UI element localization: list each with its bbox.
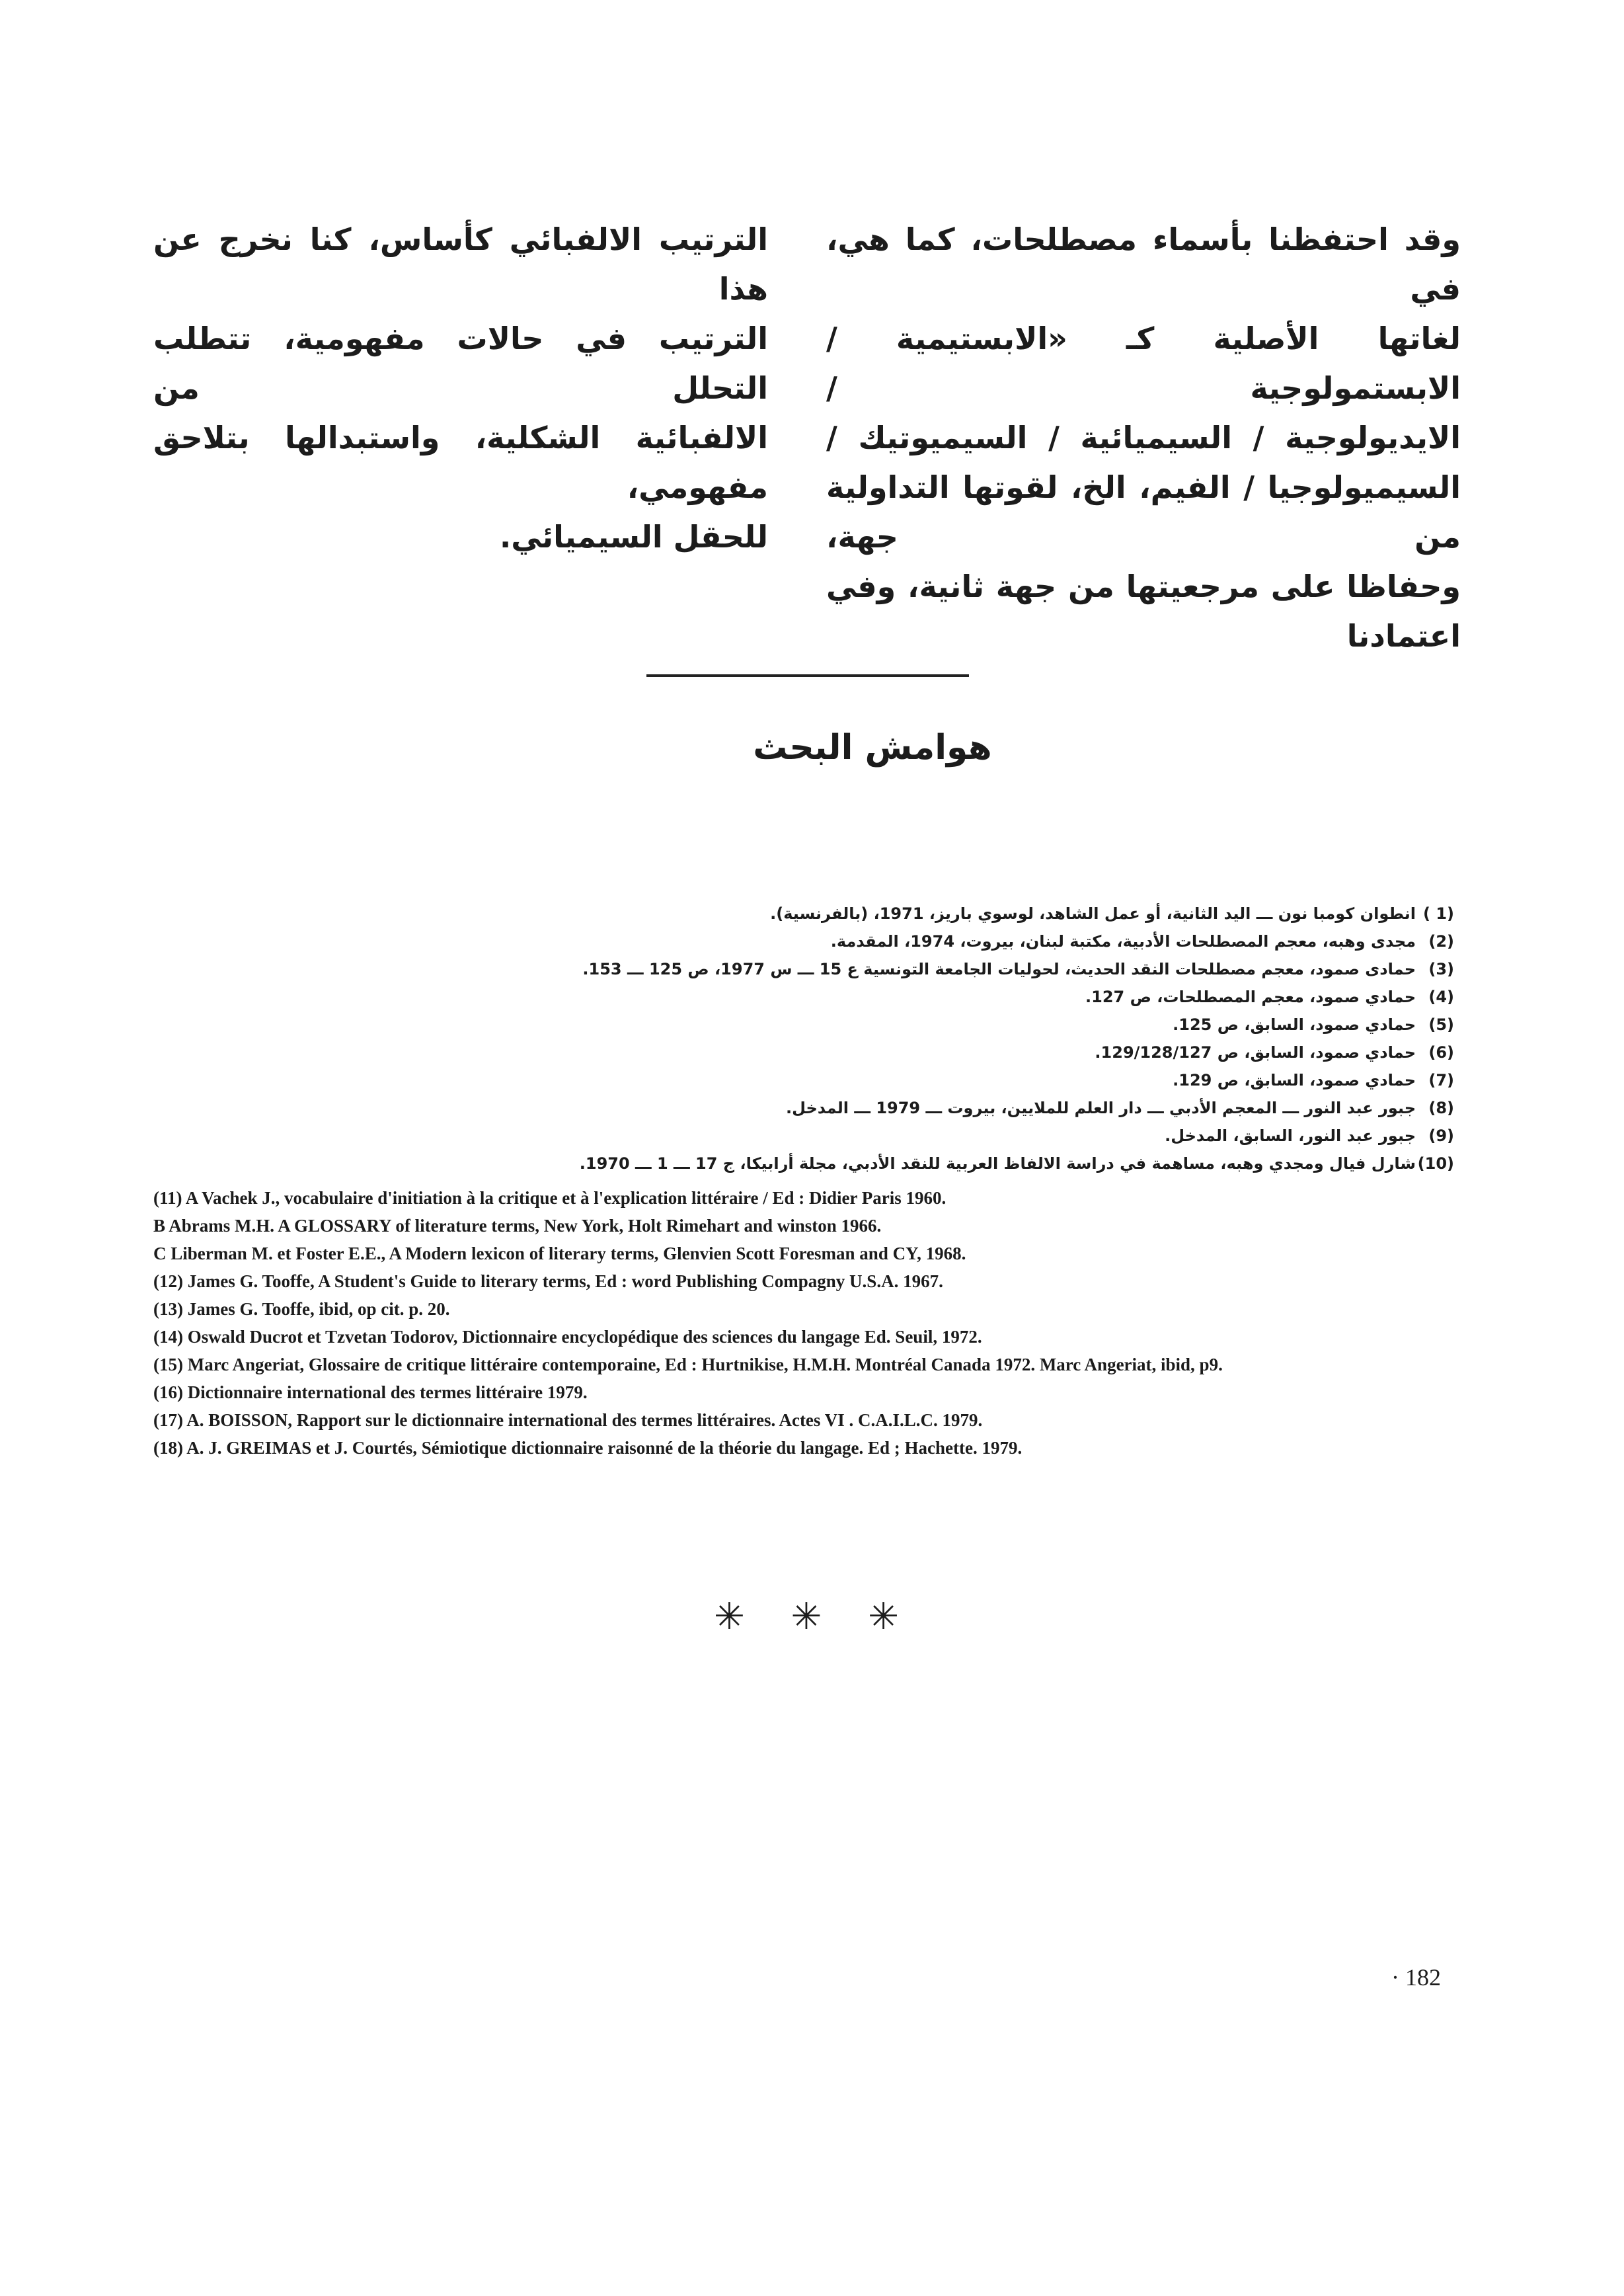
separator-stars xyxy=(714,1595,899,1638)
footnote-text: جبور عبد النور، السابق، المدخل. xyxy=(1165,1127,1416,1145)
asterisk-icon: ✳ xyxy=(868,1595,899,1638)
footnote: (15) Marc Angeriat, Glossaire de critique littéraire contemporaine, Ed : Hurtnikise, H.M.H. Montréal Canada 1972. Marc Angeriat, ibid, p9. xyxy=(153,1355,1223,1374)
page-number: · 182 xyxy=(1391,1964,1441,1991)
section-divider xyxy=(646,674,969,677)
body-text-left-column xyxy=(153,215,768,562)
footnote-text: انطوان كومبا نون ـــ اليد الثانية، أو عمل الشاهد، لوسوي باريز، 1971، (بالفرنسية). xyxy=(770,904,1416,923)
body-line: الترتيب في حالات مفهومية، تتطلب التحلل من xyxy=(153,321,768,406)
footnote-text: مجدى وهبه، معجم المصطلحات الأدبية، مكتبة لبنان، بيروت، 1974، المقدمة. xyxy=(830,932,1416,951)
footnote: (13) James G. Tooffe, ibid, op cit. p. 20. xyxy=(153,1299,450,1319)
footnote xyxy=(153,1011,1454,1039)
footnote: C Liberman M. et Foster E.E., A Modern lexicon of literary terms, Glenvien Scott Foresman and CY, 1968. xyxy=(153,1244,966,1263)
footnote xyxy=(153,900,1454,928)
footnote-number: (9) xyxy=(1428,1127,1454,1145)
arabic-footnotes xyxy=(153,900,1454,1177)
footnote-text: حمادي صمود، السابق، ص 125. xyxy=(1173,1015,1416,1034)
footnote: (12) James G. Tooffe, A Student's Guide to literary terms, Ed : word Publishing Compagny U.S.A. 1967. xyxy=(153,1271,943,1291)
footnote-number: (8) xyxy=(1428,1099,1454,1117)
footnote xyxy=(153,1150,1454,1177)
body-line: السيميولوجيا / الفيم، الخ، لقوتها التداولية من جهة، xyxy=(826,469,1461,555)
footnote xyxy=(153,1066,1454,1094)
body-line: لغاتها الأصلية كـ «الابستيمية / الابستمولوجية / xyxy=(826,321,1461,406)
footnote xyxy=(153,955,1454,983)
footnote-number: (3) xyxy=(1428,960,1454,978)
body-line: الترتيب الالفبائي كأساس، كنا نخرج عن هذا xyxy=(153,221,768,307)
footnote: (17) A. BOISSON, Rapport sur le dictionnaire international des termes littéraires. Actes VI . C.A.I.L.C. 1979. xyxy=(153,1410,983,1430)
footnote-text: حمادي صمود، السابق، ص 129. xyxy=(1173,1071,1416,1089)
footnote: (16) Dictionnaire international des termes littéraire 1979. xyxy=(153,1382,588,1402)
footnote-number: (6) xyxy=(1428,1043,1454,1062)
footnote-number: (4) xyxy=(1428,988,1454,1006)
footnote-text: جبور عبد النور ـــ المعجم الأدبي ـــ دار العلم للملايين، بيروت ـــ 1979 ـــ المدخل. xyxy=(785,1099,1416,1117)
latin-footnotes xyxy=(153,1184,1475,1462)
body-text-right-column xyxy=(826,215,1461,661)
footnote-number: (7) xyxy=(1428,1071,1454,1089)
footnote: B Abrams M.H. A GLOSSARY of literature terms, New York, Holt Rimehart and winston 1966. xyxy=(153,1216,882,1236)
footnote xyxy=(153,1039,1454,1066)
footnote-number: (2) xyxy=(1428,932,1454,951)
section-title: هوامش البحث xyxy=(753,728,992,768)
footnote-text: حمادي صمود، معجم المصطلحات، ص 127. xyxy=(1085,988,1416,1006)
footnote-number: (10) xyxy=(1417,1154,1454,1173)
body-line: وحفاظا على مرجعيتها من جهة ثانية، وفي اعتمادنا xyxy=(826,569,1461,654)
body-line: الالفبائية الشكلية، واستبدالها بتلاحق مفهومي، xyxy=(153,420,768,505)
footnote-number: (1 ) xyxy=(1423,904,1454,923)
asterisk-icon: ✳ xyxy=(714,1595,745,1638)
footnote xyxy=(153,1122,1454,1150)
footnote-text: حمادي صمود، السابق، ص 129/128/127. xyxy=(1095,1043,1416,1062)
footnote: (11) A Vachek J., vocabulaire d'initiation à la critique et à l'explication littéraire / Ed : Didier Paris 1960. xyxy=(153,1188,947,1208)
footnote-number: (5) xyxy=(1428,1015,1454,1034)
body-line: الايديولوجية / السيميائية / السيميوتيك / xyxy=(826,420,1461,455)
footnote xyxy=(153,983,1454,1011)
body-line: وقد احتفظنا بأسماء مصطلحات، كما هي، في xyxy=(826,221,1461,307)
body-line: للحقل السيميائي. xyxy=(499,519,768,555)
footnote-text: حمادى صمود، معجم مصطلحات النقد الحديث، لحوليات الجامعة التونسية ع 15 ـــ س 1977، ص 125 ـــ 153. xyxy=(582,960,1416,978)
footnote: (18) A. J. GREIMAS et J. Courtés, Sémiotique dictionnaire raisonné de la théorie du langage. Ed ; Hachette. 1979. xyxy=(153,1438,1023,1458)
footnote: (14) Oswald Ducrot et Tzvetan Todorov, Dictionnaire encyclopédique des sciences du langage Ed. Seuil, 1972. xyxy=(153,1327,982,1347)
footnote xyxy=(153,1094,1454,1122)
asterisk-icon: ✳ xyxy=(791,1595,822,1638)
footnote xyxy=(153,928,1454,955)
footnote-text: شارل فيال ومجدي وهبه، مساهمة في دراسة الالفاظ العربية للنقد الأدبي، مجلة أرابيكا، ج 17 ـــ 1 ـــ 1970. xyxy=(579,1154,1416,1173)
